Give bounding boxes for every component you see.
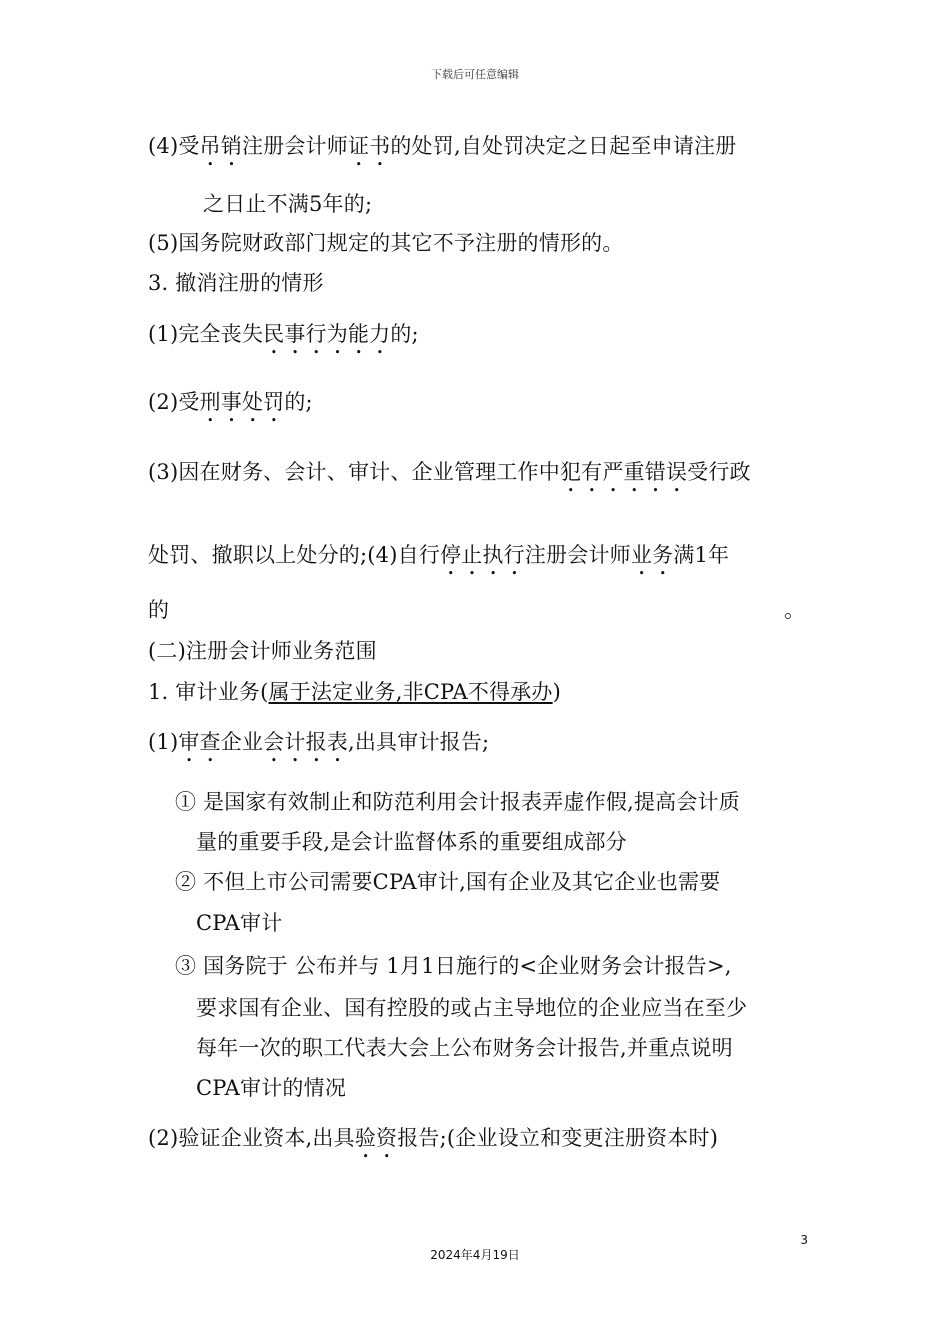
text-segment: ) <box>552 680 562 704</box>
emphasized-text: 审查 <box>178 730 221 754</box>
text-segment: (1) <box>148 730 179 754</box>
list-item-3-line-4: CPA审计的情况 <box>196 1076 347 1100</box>
text-segment: 报告;(企业设立和变更注册资本时) <box>397 1126 719 1150</box>
text-segment: 受行政 <box>687 460 751 484</box>
text-line-5 <box>148 320 419 359</box>
text-segment: 1. 审计业务( <box>148 680 269 704</box>
text-line-4: 3. 撤消注册的情形 <box>148 271 324 295</box>
footer-date: 2024年4月19日 <box>430 1248 520 1262</box>
text-segment: 注册会计师 <box>241 134 348 158</box>
list-item-3-line-3: 每年一次的职工代表大会上公布财务会计报告,并重点说明 <box>196 1036 733 1060</box>
text-segment: 企业 <box>220 730 264 754</box>
text-line-2: 之日止不满5年的; <box>203 192 373 216</box>
text-segment: 的; <box>390 322 419 346</box>
text-line-9: 的 <box>148 598 170 622</box>
emphasized-text: 停止执行 <box>440 543 525 567</box>
emphasized-text: 犯有严重错误 <box>559 460 688 484</box>
text-line-21 <box>148 1124 718 1163</box>
list-item-2-line-1: ② 不但上市公司需要CPA审计,国有企业及其它企业也需要 <box>175 870 721 894</box>
emphasized-text: 民事行为能力 <box>263 322 391 346</box>
text-line-7 <box>148 458 751 497</box>
list-item-3-line-1: ③ 国务院于 公布并与 1月1日施行的<企业财务会计报告>, <box>175 954 732 978</box>
emphasized-text: 验资 <box>354 1126 398 1150</box>
emphasized-text: 会计报表 <box>263 730 348 754</box>
list-item-2-line-2: CPA审计 <box>196 911 283 935</box>
emphasized-text: 业务 <box>630 543 674 567</box>
text-line-8 <box>148 541 729 580</box>
list-item-3-line-2: 要求国有企业、国有控股的或占主导地位的企业应当在至少 <box>196 996 748 1020</box>
emphasized-text: 刑事处罚 <box>199 390 285 414</box>
list-item-1-line-2: 量的重要手段,是会计监督体系的重要组成部分 <box>196 830 627 854</box>
text-segment: ,出具审计报告; <box>347 730 490 754</box>
text-segment: 的; <box>284 390 313 414</box>
text-line-12 <box>148 728 489 767</box>
text-segment: (1)完全丧失 <box>148 322 264 346</box>
emphasized-text: 吊销 <box>199 134 242 158</box>
text-line-11 <box>148 678 561 706</box>
emphasized-text: 证书 <box>347 134 391 158</box>
list-item-1-line-1: ① 是国家有效制止和防范利用会计报表弄虚作假,提高会计质 <box>175 790 740 814</box>
text-segment: (2)验证企业资本,出具 <box>148 1126 355 1150</box>
text-line-9-period: 。 <box>784 598 806 622</box>
text-segment: 满1年 <box>673 543 730 567</box>
section-heading: (二)注册会计师业务范围 <box>148 639 377 663</box>
underlined-text: 属于法定业务,非CPA不得承办 <box>268 680 553 704</box>
text-line-6 <box>148 388 313 427</box>
text-line-3: (5)国务院财政部门规定的其它不予注册的情形的。 <box>148 231 624 255</box>
text-segment: (3)因在财务、会计、审计、企业管理工作中 <box>148 460 560 484</box>
text-line-1 <box>148 132 736 171</box>
page-number: 3 <box>800 1233 808 1247</box>
page-header: 下载后可任意编辑 <box>431 68 519 81</box>
text-segment: 的处罚,自处罚决定之日起至申请注册 <box>390 134 737 158</box>
text-segment: 处罚、撤职以上处分的;(4)自行 <box>148 543 441 567</box>
text-segment: (4)受 <box>148 134 200 158</box>
text-segment: (2)受 <box>148 390 200 414</box>
text-segment: 注册会计师 <box>524 543 631 567</box>
